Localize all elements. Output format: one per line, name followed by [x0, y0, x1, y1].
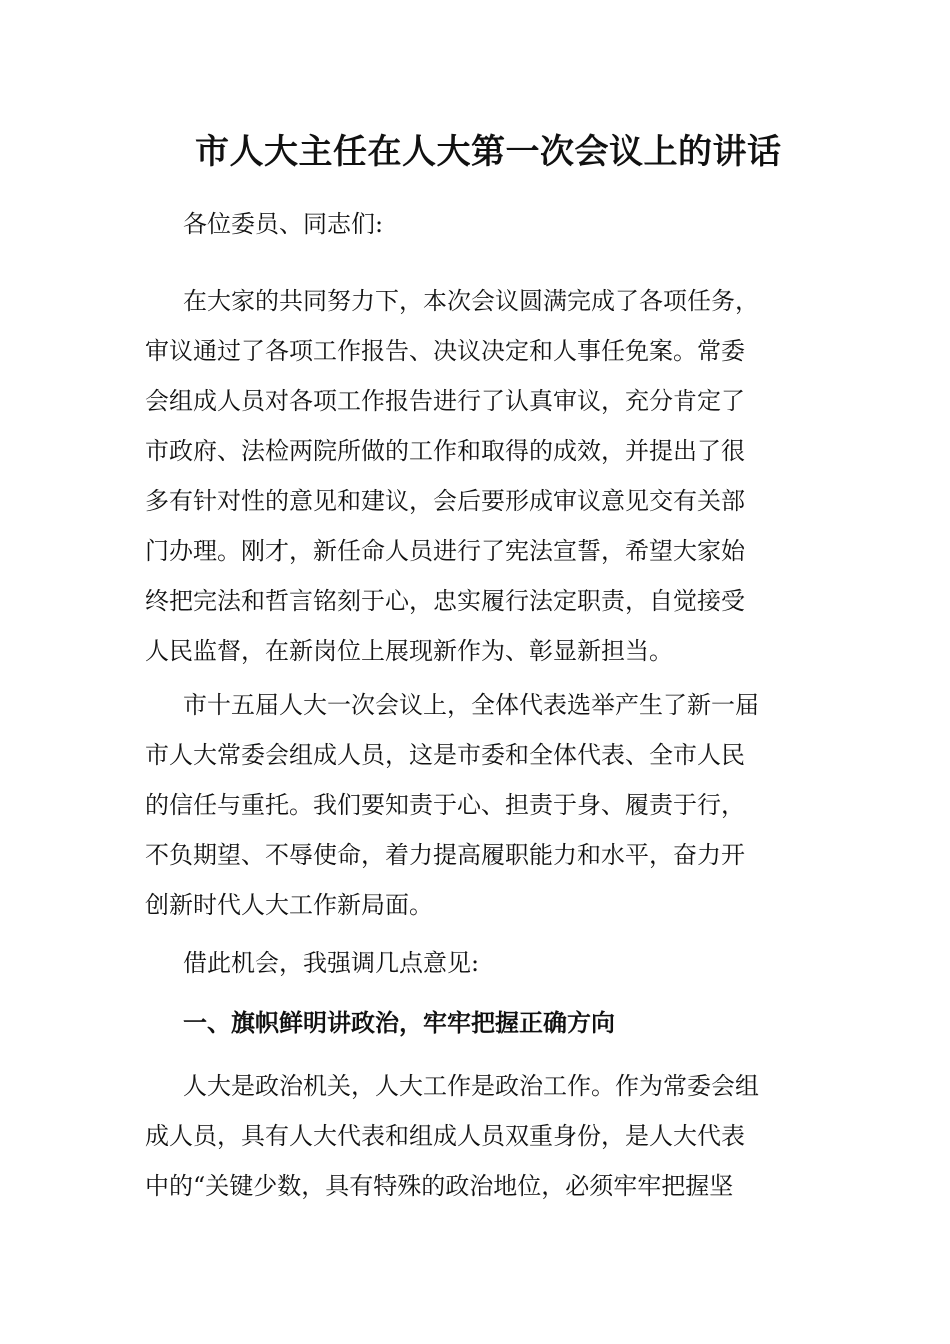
paragraph-1-line-1: 在大家的共同努力下，本次会议圆满完成了各项任务， [183, 287, 759, 315]
paragraph-2-line-3: 的信任与重托。我们要知责于心、担责于身、履责于行， [145, 791, 745, 819]
paragraph-2-line-5: 创新时代人大工作新局面。 [145, 891, 433, 919]
paragraph-1-line-3: 会组成人员对各项工作报告进行了认真审议，充分肯定了 [145, 387, 745, 415]
paragraph-3: 借此机会，我强调几点意见: [183, 949, 480, 977]
salutation: 各位委员、同志们: [183, 210, 384, 238]
paragraph-1-line-5: 多有针对性的意见和建议，会后要形成审议意见交有关部 [145, 487, 745, 515]
section-heading-1: 一、旗帜鲜明讲政治，牢牢把握正确方向 [183, 1008, 615, 1037]
paragraph-4-line-1: 人大是政治机关，人大工作是政治工作。作为常委会组 [183, 1072, 759, 1100]
document-title: 市人大主任在人大第一次会议上的讲话 [195, 132, 782, 172]
paragraph-2-line-4: 不负期望、不辱使命，着力提高履职能力和水平，奋力开 [145, 841, 745, 869]
paragraph-4-line-3: 中的“关键少数，具有特殊的政治地位，必须牢牢把握坚 [145, 1172, 734, 1200]
paragraph-1-line-4: 市政府、法检两院所做的工作和取得的成效，并提出了很 [145, 437, 745, 465]
paragraph-1-line-6: 门办理。刚才，新任命人员进行了宪法宣誓，希望大家始 [145, 537, 745, 565]
paragraph-2-line-1: 市十五届人大一次会议上，全体代表选举产生了新一届 [183, 691, 759, 719]
paragraph-1-line-7: 终把完法和哲言铭刻于心，忠实履行法定职责，自觉接受 [145, 587, 745, 615]
paragraph-2-line-2: 市人大常委会组成人员，这是市委和全体代表、全市人民 [145, 741, 745, 769]
paragraph-1-line-2: 审议通过了各项工作报告、决议决定和人事任免案。常委 [145, 337, 745, 365]
paragraph-1-line-8: 人民监督，在新岗位上展现新作为、彰显新担当。 [145, 637, 673, 665]
paragraph-4-line-2: 成人员，具有人大代表和组成人员双重身份，是人大代表 [145, 1122, 745, 1150]
